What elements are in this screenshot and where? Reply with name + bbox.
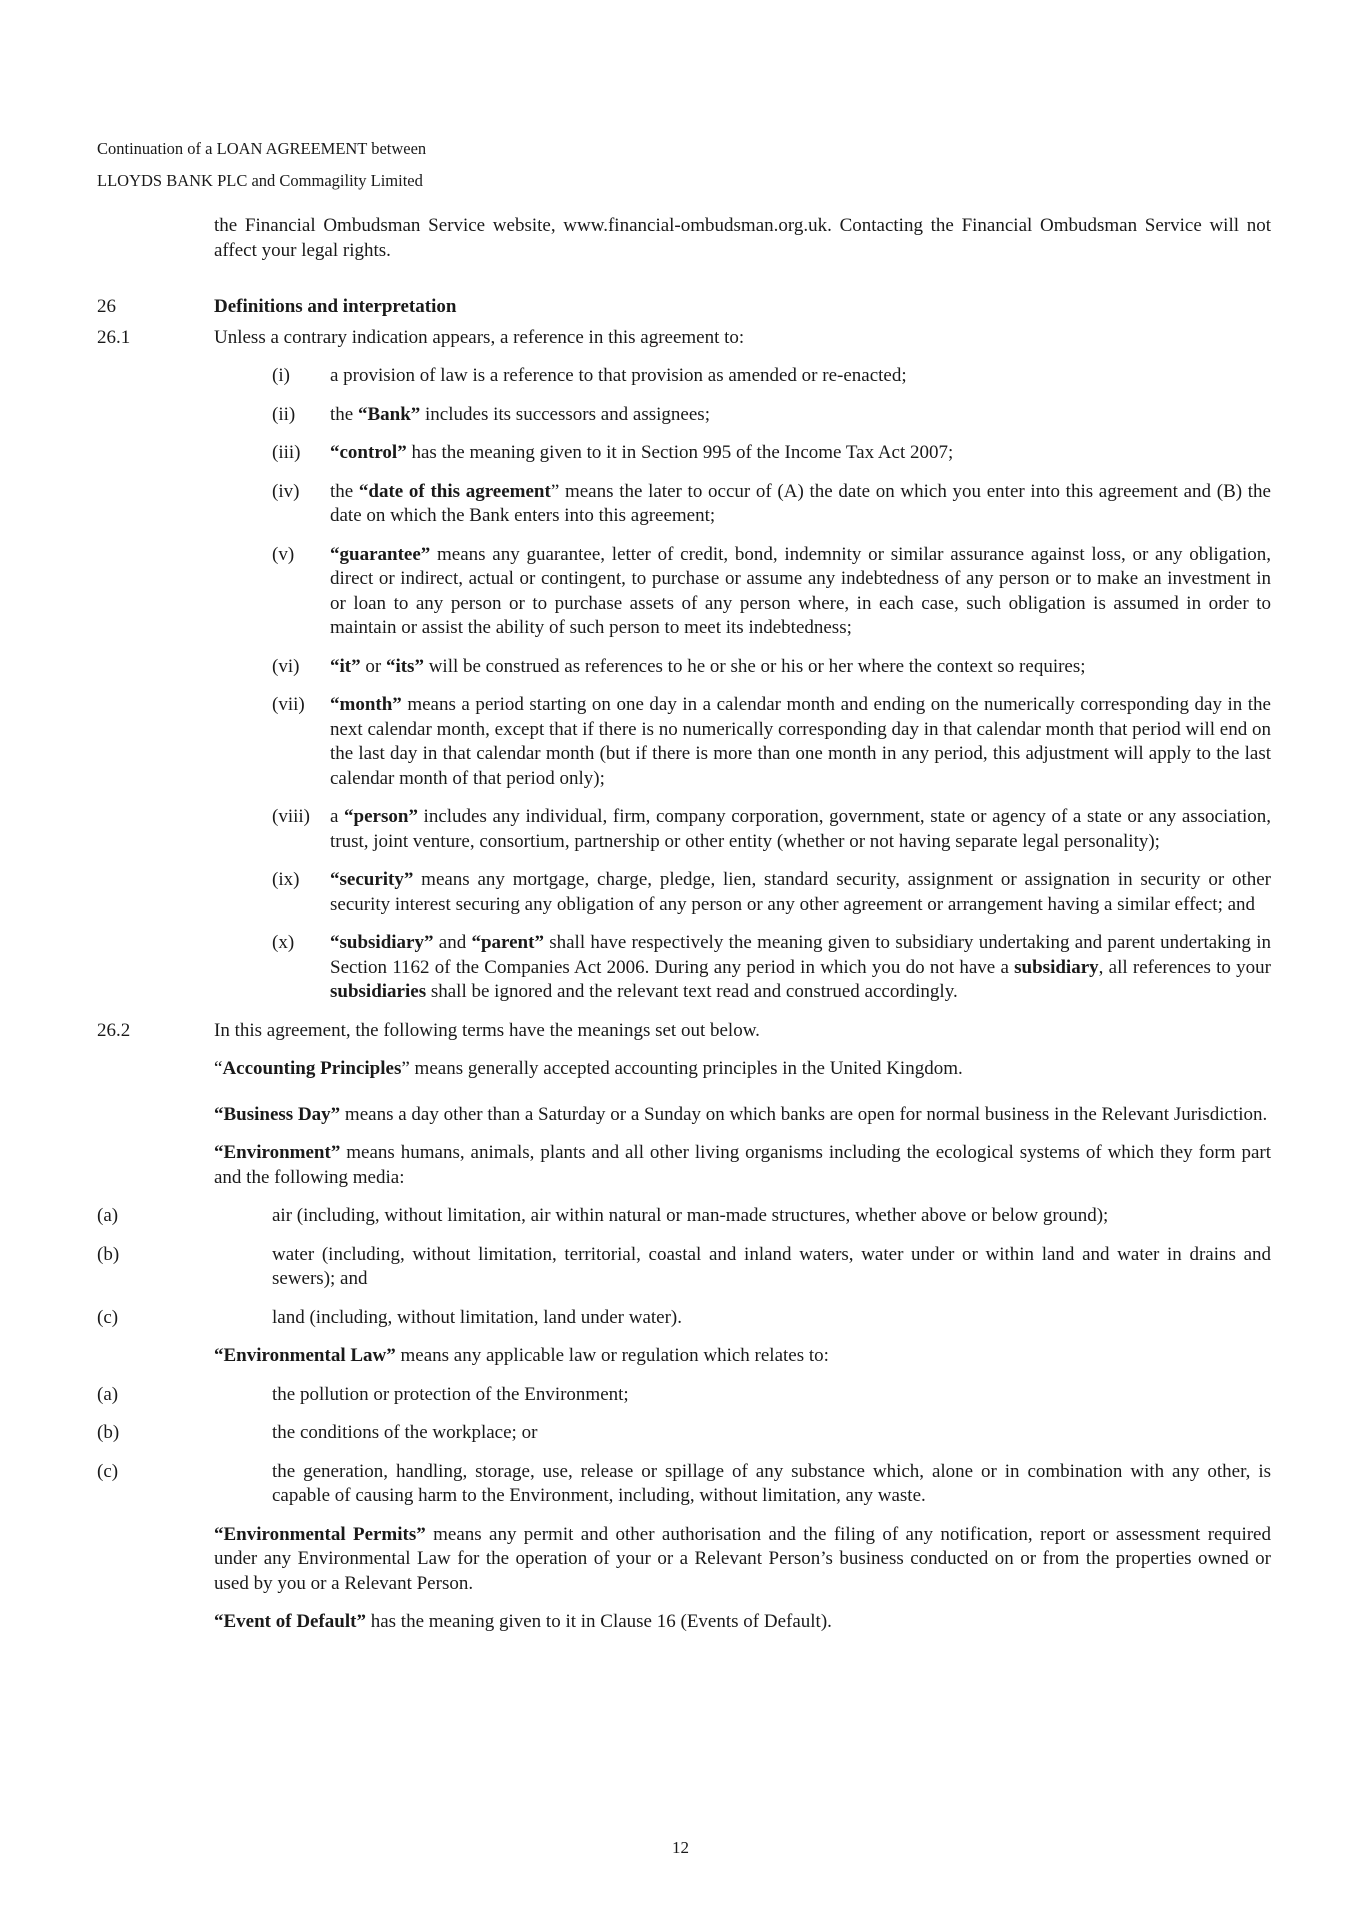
environment-item-b <box>97 1243 1271 1292</box>
definition-item-vi <box>97 655 1271 680</box>
defined-term-bank: “Bank” <box>357 403 421 425</box>
item-label: (v) <box>272 543 295 565</box>
item-text: ” means the later to occur of (A) the date on which you enter into this agreement and (B) the date on which the Bank enters into this agreement; <box>330 480 1271 526</box>
definition-environment <box>97 1141 1271 1190</box>
item-text-pre: a <box>330 806 345 827</box>
environment-item-c <box>97 1306 1271 1331</box>
definition-item-ix <box>97 868 1271 917</box>
clause-26-1-number: 26.1 <box>97 326 131 348</box>
defined-term-date-of-agreement: “date of this agreement <box>358 480 551 502</box>
item-text: , all references to your <box>1098 956 1271 978</box>
item-text: means a period starting on one day in a calendar month and ending on the numerically corresponding day in the next calendar month, except that if there is no numerically corresponding day in that calendar month that period will end on the last day in that calendar month (but if there is more than one month in any period, this adjustment will apply to the last calendar month of that period only); <box>330 694 1271 789</box>
definition-item-iv <box>97 480 1271 529</box>
defined-term-security: “security” <box>330 869 414 890</box>
item-text: shall be ignored and the relevant text read and construed accordingly. <box>426 981 958 1002</box>
environmental-law-item-b <box>97 1421 1271 1446</box>
item-label: (a) <box>97 1383 119 1405</box>
page-number: 12 <box>672 1838 689 1857</box>
clause-26-1 <box>97 326 1271 351</box>
clause-26-2 <box>97 1019 1271 1044</box>
intro-paragraph: the Financial Ombudsman Service website, www.financial-ombudsman.org.uk. Contacting the Financial Ombudsman Service will not affect your legal rights. <box>214 215 1271 261</box>
definition-item-iii <box>97 441 1271 466</box>
header-line-2: LLOYDS BANK PLC and Commagility Limited <box>97 171 423 190</box>
definition-text: means a day other than a Saturday or a Sunday on which banks are open for normal business in the Relevant Jurisdiction. <box>340 1103 1268 1125</box>
defined-term-event-of-default: “Event of Default” <box>214 1611 366 1632</box>
definition-environmental-permits <box>97 1523 1271 1597</box>
item-label: (a) <box>97 1205 119 1226</box>
item-text: means any guarantee, letter of credit, bond, indemnity or similar assurance against loss, or any obligation, direct or indirect, actual or contingent, to purchase or assume any indebtedness of any person or to make an investment in or loan to any person or to purchase assets of any person where, in each case, such obligation is assumed in order to maintain or assist the ability of such person to meet its indebtedness; <box>330 543 1271 638</box>
definition-item-vii <box>97 693 1271 791</box>
page-header <box>97 133 426 197</box>
definition-item-x <box>97 931 1271 1005</box>
definition-accounting-principles <box>97 1057 1271 1082</box>
definition-text: means humans, animals, plants and all other living organisms including the ecological systems of which they form part and the following media: <box>214 1142 1271 1188</box>
defined-term-accounting-principles: Accounting Principles <box>222 1058 402 1079</box>
definition-text: has the meaning given to it in Clause 16 (Events of Default). <box>365 1611 832 1632</box>
item-text: has the meaning given to it in Section 995 of the Income Tax Act 2007; <box>406 442 954 463</box>
item-text: land (including, without limitation, land under water). <box>272 1306 682 1328</box>
defined-term-parent: “parent” <box>471 932 544 953</box>
item-text: a provision of law is a reference to that provision as amended or re-enacted; <box>330 365 907 386</box>
item-label: (x) <box>272 932 295 953</box>
item-text-pre: the <box>330 403 358 425</box>
item-label: (c) <box>97 1460 119 1482</box>
item-text-mid: and <box>433 932 472 953</box>
environmental-law-item-a <box>97 1383 1271 1408</box>
item-label: (b) <box>97 1422 120 1443</box>
defined-term-person: “person” <box>344 806 418 827</box>
defined-term-it: “it” <box>330 655 361 677</box>
item-label: (ix) <box>272 869 300 890</box>
defined-term-subsidiary: “subsidiary” <box>330 932 434 953</box>
defined-term-environmental-law: “Environmental Law” <box>214 1345 396 1366</box>
item-text: the generation, handling, storage, use, release or spillage of any substance which, alone or in combination with any other, is capable of causing harm to the Environment, including, without limitation, any waste. <box>272 1460 1271 1506</box>
environmental-law-item-c <box>97 1460 1271 1509</box>
item-label: (c) <box>97 1306 119 1328</box>
clause-26-2-text: In this agreement, the following terms have the meanings set out below. <box>214 1019 760 1041</box>
inline-term-subsidiary: subsidiary <box>1014 956 1099 978</box>
defined-term-environmental-permits: “Environmental Permits” <box>214 1523 426 1545</box>
defined-term-business-day: “Business Day” <box>214 1103 341 1125</box>
item-label: (ii) <box>272 403 296 425</box>
item-label: (i) <box>272 365 290 386</box>
definition-item-v <box>97 543 1271 641</box>
clause-number: 26 <box>97 296 116 317</box>
item-label: (b) <box>97 1243 120 1265</box>
item-text: water (including, without limitation, territorial, coastal and inland waters, water under or within land and water in drains and sewers); and <box>272 1243 1271 1289</box>
open-quote: “ <box>214 1058 223 1079</box>
definition-text: means any permit and other authorisation and the filing of any notification, report or assessment required under any Environmental Law for the operation of your or a Relevant Person’s business conducted on or from the properties owned or used by you or a Relevant Person. <box>214 1523 1271 1594</box>
inline-term-subsidiaries: subsidiaries <box>330 981 427 1002</box>
item-label: (vi) <box>272 655 300 677</box>
item-text: will be construed as references to he or she or his or her where the context so requires; <box>423 655 1086 677</box>
defined-term-environment: “Environment” <box>214 1142 341 1163</box>
clause-title: Definitions and interpretation <box>214 296 457 317</box>
item-text: shall have respectively the meaning given to subsidiary undertaking and parent undertaking in Section 1162 of the Companies Act 2006. During any period in which you do not have a <box>330 932 1271 978</box>
definition-item-ii <box>97 403 1271 428</box>
defined-term-its: “its” <box>385 655 424 677</box>
item-text: air (including, without limitation, air within natural or man-made structures, whether above or below ground); <box>272 1205 1109 1226</box>
item-label: (iii) <box>272 442 301 463</box>
item-text-mid: or <box>360 655 386 677</box>
item-text: the pollution or protection of the Environment; <box>272 1383 629 1405</box>
definition-text: ” means generally accepted accounting principles in the United Kingdom. <box>401 1058 963 1079</box>
definition-business-day <box>97 1103 1271 1128</box>
defined-term-guarantee: “guarantee” <box>330 543 431 565</box>
definition-text: means any applicable law or regulation which relates to: <box>395 1345 829 1366</box>
environment-item-a <box>97 1204 1271 1229</box>
clause-26-heading <box>97 295 1271 320</box>
defined-term-month: “month” <box>330 694 402 715</box>
definition-item-viii <box>97 805 1271 854</box>
item-text: includes its successors and assignees; <box>420 403 710 425</box>
definition-event-of-default <box>97 1610 1271 1635</box>
item-label: (iv) <box>272 480 300 502</box>
item-label: (vii) <box>272 694 305 715</box>
defined-term-control: “control” <box>330 442 407 463</box>
definition-environmental-law <box>97 1344 1271 1369</box>
item-text: includes any individual, firm, company corporation, government, state or agency of a state or any association, trust, joint venture, consortium, partnership or other entity (whether or not having separate legal personality); <box>330 806 1271 852</box>
definition-item-i <box>97 364 1271 389</box>
document-body <box>97 214 1271 1635</box>
item-text: the conditions of the workplace; or <box>272 1422 538 1443</box>
header-line-1: Continuation of a LOAN AGREEMENT between <box>97 139 427 158</box>
clause-26-1-text: Unless a contrary indication appears, a reference in this agreement to: <box>214 326 745 348</box>
item-text-pre: the <box>330 480 359 502</box>
item-text: means any mortgage, charge, pledge, lien, standard security, assignment or assignation in security or other security interest securing any obligation of any person or any other agreement or arrangement having a similar effect; and <box>330 869 1271 915</box>
item-label: (viii) <box>272 806 310 827</box>
clause-26-2-number: 26.2 <box>97 1019 131 1041</box>
